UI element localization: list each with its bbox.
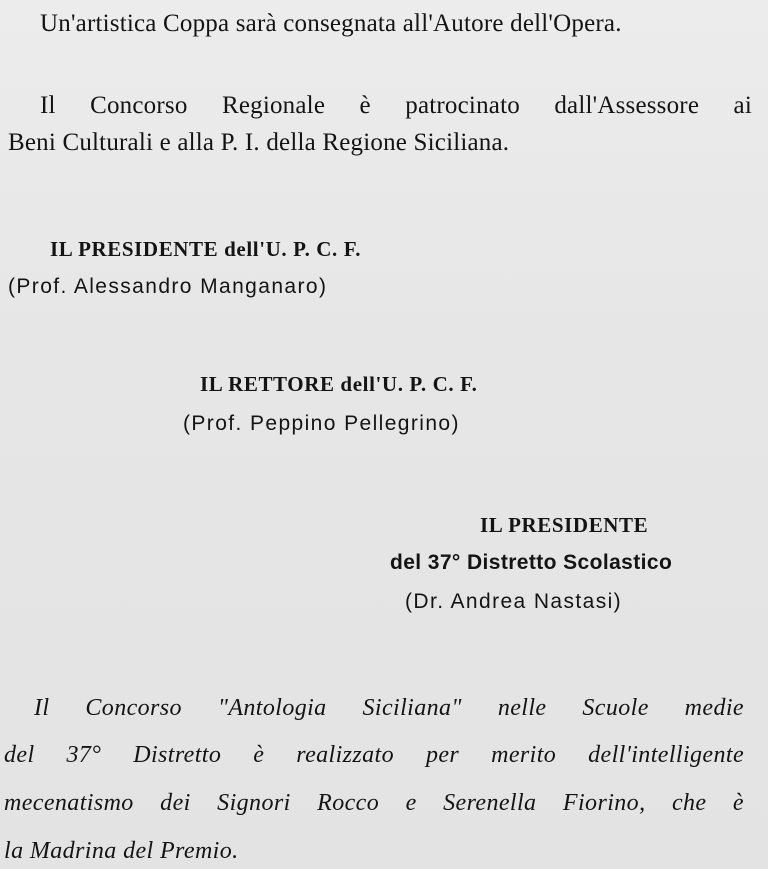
patronage-line-1: Il Concorso Regionale è patrocinato dall'Assessore ai [40, 92, 752, 119]
trophy-announcement: Un'artistica Coppa sarà consegnata all'Autore dell'Opera. [40, 10, 622, 37]
signature-president-upcf-title: IL PRESIDENTE dell'U. P. C. F. [50, 237, 362, 261]
signature-rector-name: (Prof. Peppino Pellegrino) [183, 412, 460, 435]
closing-note-line-2: del 37° Distretto è realizzato per merito dell'intelligente [4, 742, 744, 768]
signature-district-president-title: IL PRESIDENTE [480, 513, 649, 537]
signature-rector-title: IL RETTORE dell'U. P. C. F. [200, 372, 478, 396]
signature-district-president-name: (Dr. Andrea Nastasi) [405, 590, 623, 613]
closing-note-line-4: la Madrina del Premio. [4, 838, 239, 864]
closing-note-line-1: Il Concorso "Antologia Siciliana" nelle Scuole medie [34, 695, 744, 721]
closing-note-line-3: mecenatismo dei Signori Rocco e Serenella Fiorino, che è [4, 790, 744, 816]
signature-district-president-subtitle: del 37° Distretto Scolastico [390, 551, 673, 574]
patronage-line-2: Beni Culturali e alla P. I. della Regione Siciliana. [8, 129, 510, 156]
signature-president-upcf-name: (Prof. Alessandro Manganaro) [8, 275, 328, 298]
